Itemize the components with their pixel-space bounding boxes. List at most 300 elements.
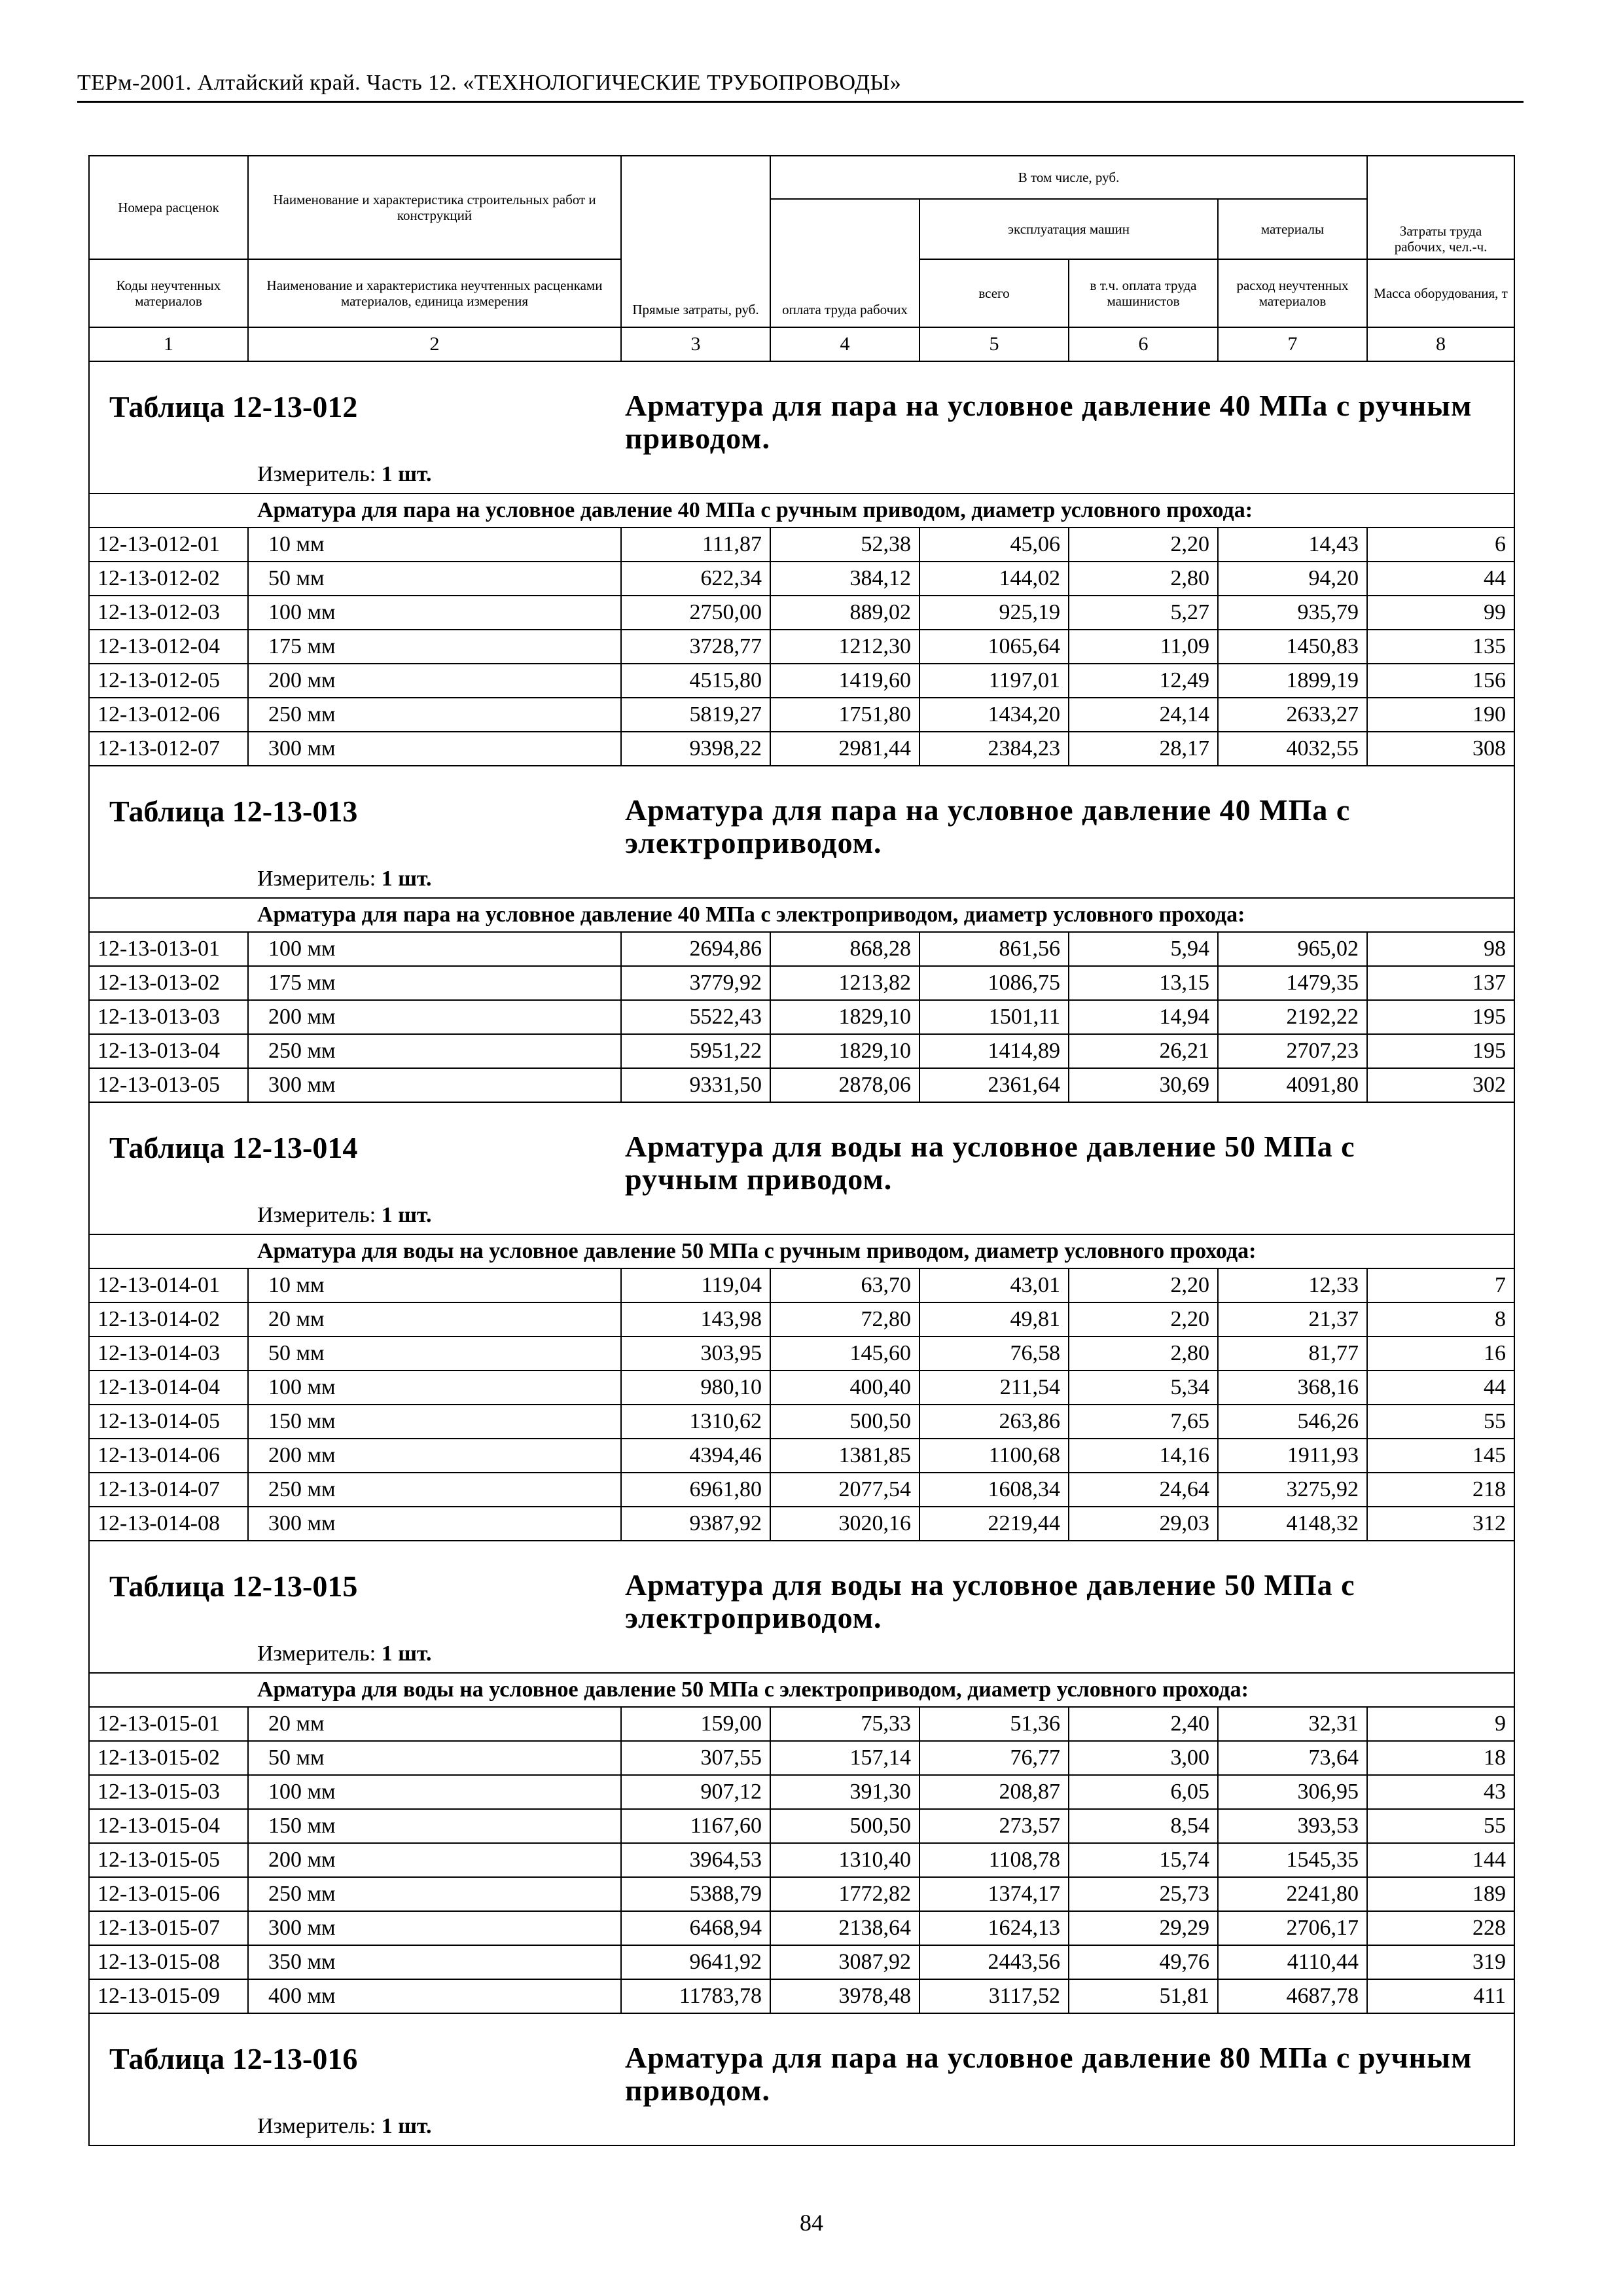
- labor-cost: 1419,60: [770, 664, 919, 698]
- labor-cost: 3087,92: [770, 1945, 919, 1979]
- labor-hours: 8: [1367, 1302, 1514, 1336]
- table-row: [89, 1336, 1514, 1371]
- operator-cost: 24,14: [1069, 698, 1218, 732]
- rate-code: 12-13-014-07: [89, 1473, 248, 1507]
- table-row: [89, 1268, 1514, 1302]
- labor-cost: 72,80: [770, 1302, 919, 1336]
- operator-cost: 6,05: [1069, 1775, 1218, 1809]
- table-row: [89, 1809, 1514, 1843]
- rate-code: 12-13-014-05: [89, 1405, 248, 1439]
- labor-hours: 302: [1367, 1068, 1514, 1102]
- machine-cost: 1414,89: [919, 1034, 1069, 1068]
- rate-code: 12-13-012-02: [89, 562, 248, 596]
- material-cost: 2192,22: [1218, 1000, 1367, 1034]
- header-col1-bottom: Коды неучтенных материалов: [89, 259, 248, 327]
- table-name: Таблица 12-13-016: [109, 2042, 358, 2075]
- table-row: [89, 1707, 1514, 1741]
- column-number: 1: [89, 327, 248, 361]
- machine-cost: 76,77: [919, 1741, 1069, 1775]
- operator-cost: 49,76: [1069, 1945, 1218, 1979]
- rate-code: 12-13-012-06: [89, 698, 248, 732]
- labor-hours: 55: [1367, 1405, 1514, 1439]
- labor-hours: 189: [1367, 1877, 1514, 1911]
- header-machines: эксплуатация машин: [919, 199, 1218, 259]
- item-name: 250 мм: [248, 698, 621, 732]
- table-row: [89, 1068, 1514, 1102]
- item-name: 300 мм: [248, 1068, 621, 1102]
- operator-cost: 30,69: [1069, 1068, 1218, 1102]
- labor-hours: 98: [1367, 932, 1514, 966]
- labor-hours: 144: [1367, 1843, 1514, 1877]
- measure-value: 1 шт.: [381, 1641, 432, 1666]
- header-col2-top: Наименование и характеристика строительных работ и конструкций: [248, 156, 621, 259]
- rate-code: 12-13-015-06: [89, 1877, 248, 1911]
- item-name: 250 мм: [248, 1473, 621, 1507]
- operator-cost: 8,54: [1069, 1809, 1218, 1843]
- material-cost: 4687,78: [1218, 1979, 1367, 2013]
- item-name: 300 мм: [248, 1911, 621, 1945]
- material-cost: 1911,93: [1218, 1439, 1367, 1473]
- labor-hours: 43: [1367, 1775, 1514, 1809]
- labor-cost: 1772,82: [770, 1877, 919, 1911]
- direct-cost: 159,00: [621, 1707, 770, 1741]
- item-name: 10 мм: [248, 528, 621, 562]
- operator-cost: 5,34: [1069, 1371, 1218, 1405]
- column-number: 2: [248, 327, 621, 361]
- material-cost: 4032,55: [1218, 732, 1367, 766]
- labor-cost: 1829,10: [770, 1000, 919, 1034]
- page-header: ТЕРм-2001. Алтайский край. Часть 12. «ТЕХНОЛОГИЧЕСКИЕ ТРУБОПРОВОДЫ»: [77, 71, 1524, 103]
- item-name: 20 мм: [248, 1707, 621, 1741]
- labor-hours: 228: [1367, 1911, 1514, 1945]
- material-cost: 306,95: [1218, 1775, 1367, 1809]
- labor-hours: 18: [1367, 1741, 1514, 1775]
- material-cost: 546,26: [1218, 1405, 1367, 1439]
- rate-code: 12-13-014-06: [89, 1439, 248, 1473]
- table-title-block: [89, 1102, 1514, 1234]
- labor-cost: 2138,64: [770, 1911, 919, 1945]
- labor-cost: 2878,06: [770, 1068, 919, 1102]
- operator-cost: 29,03: [1069, 1507, 1218, 1541]
- material-cost: 12,33: [1218, 1268, 1367, 1302]
- direct-cost: 111,87: [621, 528, 770, 562]
- rate-code: 12-13-014-03: [89, 1336, 248, 1371]
- machine-cost: 1374,17: [919, 1877, 1069, 1911]
- operator-cost: 29,29: [1069, 1911, 1218, 1945]
- column-number: 8: [1367, 327, 1514, 361]
- rate-code: 12-13-015-02: [89, 1741, 248, 1775]
- machine-cost: 49,81: [919, 1302, 1069, 1336]
- header-materials: материалы: [1218, 199, 1367, 259]
- item-name: 50 мм: [248, 1741, 621, 1775]
- measure-value: 1 шт.: [381, 2114, 432, 2138]
- material-cost: 1545,35: [1218, 1843, 1367, 1877]
- operator-cost: 14,16: [1069, 1439, 1218, 1473]
- table-title-block: [89, 361, 1514, 493]
- column-number: 5: [919, 327, 1069, 361]
- direct-cost: 119,04: [621, 1268, 770, 1302]
- header-col7: расход неучтенных материалов: [1218, 259, 1367, 327]
- labor-hours: 6: [1367, 528, 1514, 562]
- item-name: 200 мм: [248, 1000, 621, 1034]
- item-name: 100 мм: [248, 1775, 621, 1809]
- table-description: Арматура для воды на условное давление 50 МПа с электроприводом.: [625, 1568, 1355, 1634]
- operator-cost: 2,20: [1069, 1302, 1218, 1336]
- item-name: 50 мм: [248, 562, 621, 596]
- table-measure: [257, 1203, 432, 1228]
- material-cost: 14,43: [1218, 528, 1367, 562]
- direct-cost: 5819,27: [621, 698, 770, 732]
- table-subheader: Арматура для пара на условное давление 40 МПа с ручным приводом, диаметр условного прохода:: [89, 493, 1514, 528]
- rate-code: 12-13-012-04: [89, 630, 248, 664]
- material-cost: 393,53: [1218, 1809, 1367, 1843]
- header-col8-bottom: Масса оборудования, т: [1367, 259, 1514, 327]
- table-name: Таблица 12-13-012: [109, 390, 358, 423]
- direct-cost: 3964,53: [621, 1843, 770, 1877]
- table-row: [89, 1439, 1514, 1473]
- operator-cost: 3,00: [1069, 1741, 1218, 1775]
- labor-cost: 868,28: [770, 932, 919, 966]
- operator-cost: 7,65: [1069, 1405, 1218, 1439]
- table-row: [89, 1371, 1514, 1405]
- labor-cost: 1381,85: [770, 1439, 919, 1473]
- machine-cost: 1608,34: [919, 1473, 1069, 1507]
- direct-cost: 9641,92: [621, 1945, 770, 1979]
- table-title-block: [89, 766, 1514, 898]
- rate-code: 12-13-015-07: [89, 1911, 248, 1945]
- table-row: [89, 1405, 1514, 1439]
- item-name: 250 мм: [248, 1034, 621, 1068]
- table-row: [89, 732, 1514, 766]
- labor-cost: 1829,10: [770, 1034, 919, 1068]
- direct-cost: 143,98: [621, 1302, 770, 1336]
- operator-cost: 2,80: [1069, 1336, 1218, 1371]
- labor-cost: 2077,54: [770, 1473, 919, 1507]
- item-name: 20 мм: [248, 1302, 621, 1336]
- operator-cost: 11,09: [1069, 630, 1218, 664]
- rate-code: 12-13-012-07: [89, 732, 248, 766]
- table-row: [89, 596, 1514, 630]
- operator-cost: 26,21: [1069, 1034, 1218, 1068]
- machine-cost: 3117,52: [919, 1979, 1069, 2013]
- item-name: 10 мм: [248, 1268, 621, 1302]
- measure-label: Измеритель:: [257, 1203, 376, 1227]
- rate-code: 12-13-015-03: [89, 1775, 248, 1809]
- labor-hours: 135: [1367, 630, 1514, 664]
- operator-cost: 5,27: [1069, 596, 1218, 630]
- direct-cost: 907,12: [621, 1775, 770, 1809]
- table-subheader: Арматура для воды на условное давление 50 МПа с электроприводом, диаметр условного прохода:: [89, 1673, 1514, 1707]
- labor-hours: 7: [1367, 1268, 1514, 1302]
- table-description: Арматура для пара на условное давление 40 МПа с электроприводом.: [625, 793, 1351, 859]
- direct-cost: 307,55: [621, 1741, 770, 1775]
- labor-cost: 889,02: [770, 596, 919, 630]
- item-name: 350 мм: [248, 1945, 621, 1979]
- table-row: [89, 966, 1514, 1000]
- column-number: 6: [1069, 327, 1218, 361]
- labor-cost: 157,14: [770, 1741, 919, 1775]
- measure-label: Измеритель:: [257, 867, 376, 891]
- table-row: [89, 932, 1514, 966]
- direct-cost: 622,34: [621, 562, 770, 596]
- item-name: 100 мм: [248, 1371, 621, 1405]
- table-measure: [257, 867, 432, 891]
- header-col1-top: Номера расценок: [89, 156, 248, 259]
- material-cost: 1479,35: [1218, 966, 1367, 1000]
- labor-hours: 156: [1367, 664, 1514, 698]
- labor-cost: 1751,80: [770, 698, 919, 732]
- machine-cost: 925,19: [919, 596, 1069, 630]
- operator-cost: 2,20: [1069, 528, 1218, 562]
- table-title-block: [89, 2013, 1514, 2145]
- operator-cost: 51,81: [1069, 1979, 1218, 2013]
- rate-code: 12-13-012-01: [89, 528, 248, 562]
- item-name: 200 мм: [248, 664, 621, 698]
- table-row: [89, 1945, 1514, 1979]
- item-name: 150 мм: [248, 1405, 621, 1439]
- material-cost: 2633,27: [1218, 698, 1367, 732]
- table-row: [89, 1843, 1514, 1877]
- labor-hours: 145: [1367, 1439, 1514, 1473]
- labor-cost: 3978,48: [770, 1979, 919, 2013]
- material-cost: 368,16: [1218, 1371, 1367, 1405]
- item-name: 400 мм: [248, 1979, 621, 2013]
- measure-label: Измеритель:: [257, 1641, 376, 1666]
- labor-hours: 44: [1367, 1371, 1514, 1405]
- material-cost: 4148,32: [1218, 1507, 1367, 1541]
- table-measure: [257, 462, 432, 487]
- page-number: 84: [800, 2210, 823, 2236]
- rate-code: 12-13-014-02: [89, 1302, 248, 1336]
- machine-cost: 2384,23: [919, 732, 1069, 766]
- table-name: Таблица 12-13-013: [109, 795, 358, 828]
- direct-cost: 4394,46: [621, 1439, 770, 1473]
- rate-code: 12-13-014-01: [89, 1268, 248, 1302]
- table-row: [89, 1473, 1514, 1507]
- material-cost: 2707,23: [1218, 1034, 1367, 1068]
- labor-hours: 9: [1367, 1707, 1514, 1741]
- direct-cost: 6468,94: [621, 1911, 770, 1945]
- table-row: [89, 1775, 1514, 1809]
- header-incl: В том числе, руб.: [770, 156, 1367, 199]
- machine-cost: 208,87: [919, 1775, 1069, 1809]
- operator-cost: 2,40: [1069, 1707, 1218, 1741]
- labor-hours: 55: [1367, 1809, 1514, 1843]
- table-subheader: Арматура для пара на условное давление 40 МПа с электроприводом, диаметр условного прохода:: [89, 898, 1514, 932]
- table-description: Арматура для пара на условное давление 40 МПа с ручным приводом.: [625, 389, 1472, 455]
- operator-cost: 25,73: [1069, 1877, 1218, 1911]
- rate-code: 12-13-014-08: [89, 1507, 248, 1541]
- material-cost: 4091,80: [1218, 1068, 1367, 1102]
- item-name: 200 мм: [248, 1843, 621, 1877]
- labor-hours: 411: [1367, 1979, 1514, 2013]
- material-cost: 94,20: [1218, 562, 1367, 596]
- direct-cost: 9331,50: [621, 1068, 770, 1102]
- machine-cost: 2219,44: [919, 1507, 1069, 1541]
- header-col6: в т.ч. оплата труда машинистов: [1069, 259, 1218, 327]
- operator-cost: 2,20: [1069, 1268, 1218, 1302]
- labor-hours: 190: [1367, 698, 1514, 732]
- direct-cost: 11783,78: [621, 1979, 770, 2013]
- labor-cost: 2981,44: [770, 732, 919, 766]
- material-cost: 3275,92: [1218, 1473, 1367, 1507]
- operator-cost: 2,80: [1069, 562, 1218, 596]
- direct-cost: 1310,62: [621, 1405, 770, 1439]
- measure-label: Измеритель:: [257, 2114, 376, 2138]
- machine-cost: 2361,64: [919, 1068, 1069, 1102]
- table-row: [89, 664, 1514, 698]
- item-name: 100 мм: [248, 932, 621, 966]
- rate-code: 12-13-015-01: [89, 1707, 248, 1741]
- labor-cost: 500,50: [770, 1809, 919, 1843]
- rate-code: 12-13-012-05: [89, 664, 248, 698]
- rate-code: 12-13-015-04: [89, 1809, 248, 1843]
- material-cost: 32,31: [1218, 1707, 1367, 1741]
- rate-code: 12-13-015-08: [89, 1945, 248, 1979]
- rate-code: 12-13-013-04: [89, 1034, 248, 1068]
- operator-cost: 15,74: [1069, 1843, 1218, 1877]
- material-cost: 935,79: [1218, 596, 1367, 630]
- item-name: 175 мм: [248, 966, 621, 1000]
- direct-cost: 9398,22: [621, 732, 770, 766]
- header-col8-top: Затраты труда рабочих, чел.-ч.: [1367, 156, 1514, 259]
- table-row: [89, 698, 1514, 732]
- measure-value: 1 шт.: [381, 867, 432, 891]
- measure-label: Измеритель:: [257, 462, 376, 486]
- table-row: [89, 1302, 1514, 1336]
- rate-code: 12-13-012-03: [89, 596, 248, 630]
- item-name: 100 мм: [248, 596, 621, 630]
- table-row: [89, 1507, 1514, 1541]
- labor-cost: 1212,30: [770, 630, 919, 664]
- direct-cost: 6961,80: [621, 1473, 770, 1507]
- item-name: 50 мм: [248, 1336, 621, 1371]
- labor-cost: 75,33: [770, 1707, 919, 1741]
- material-cost: 81,77: [1218, 1336, 1367, 1371]
- header-col2-bottom: Наименование и характеристика неучтенных расценками материалов, единица измерения: [248, 259, 621, 327]
- table-row: [89, 562, 1514, 596]
- operator-cost: 13,15: [1069, 966, 1218, 1000]
- machine-cost: 1086,75: [919, 966, 1069, 1000]
- labor-hours: 319: [1367, 1945, 1514, 1979]
- measure-value: 1 шт.: [381, 462, 432, 486]
- material-cost: 21,37: [1218, 1302, 1367, 1336]
- machine-cost: 273,57: [919, 1809, 1069, 1843]
- header-col3: Прямые затраты, руб.: [621, 156, 770, 327]
- operator-cost: 12,49: [1069, 664, 1218, 698]
- item-name: 250 мм: [248, 1877, 621, 1911]
- item-name: 200 мм: [248, 1439, 621, 1473]
- rate-code: 12-13-013-05: [89, 1068, 248, 1102]
- table-row: [89, 1877, 1514, 1911]
- operator-cost: 28,17: [1069, 732, 1218, 766]
- labor-cost: 63,70: [770, 1268, 919, 1302]
- machine-cost: 263,86: [919, 1405, 1069, 1439]
- table-row: [89, 528, 1514, 562]
- labor-hours: 44: [1367, 562, 1514, 596]
- table-measure: [257, 1641, 432, 1666]
- direct-cost: 980,10: [621, 1371, 770, 1405]
- labor-hours: 195: [1367, 1000, 1514, 1034]
- table-row: [89, 1979, 1514, 2013]
- machine-cost: 1108,78: [919, 1843, 1069, 1877]
- table-description: Арматура для пара на условное давление 80 МПа с ручным приводом.: [625, 2041, 1472, 2107]
- item-name: 175 мм: [248, 630, 621, 664]
- machine-cost: 51,36: [919, 1707, 1069, 1741]
- material-cost: 73,64: [1218, 1741, 1367, 1775]
- machine-cost: 76,58: [919, 1336, 1069, 1371]
- column-number: 7: [1218, 327, 1367, 361]
- machine-cost: 1197,01: [919, 664, 1069, 698]
- rate-code: 12-13-013-03: [89, 1000, 248, 1034]
- labor-hours: 312: [1367, 1507, 1514, 1541]
- direct-cost: 4515,80: [621, 664, 770, 698]
- rate-code: 12-13-014-04: [89, 1371, 248, 1405]
- table-row: [89, 1741, 1514, 1775]
- operator-cost: 14,94: [1069, 1000, 1218, 1034]
- material-cost: 1899,19: [1218, 664, 1367, 698]
- material-cost: 1450,83: [1218, 630, 1367, 664]
- item-name: 300 мм: [248, 1507, 621, 1541]
- machine-cost: 1100,68: [919, 1439, 1069, 1473]
- labor-cost: 1310,40: [770, 1843, 919, 1877]
- header-col5: всего: [919, 259, 1069, 327]
- direct-cost: 2750,00: [621, 596, 770, 630]
- table-subheader: Арматура для воды на условное давление 50 МПа с ручным приводом, диаметр условного прохода:: [89, 1234, 1514, 1268]
- rate-code: 12-13-013-02: [89, 966, 248, 1000]
- labor-cost: 391,30: [770, 1775, 919, 1809]
- column-number: 4: [770, 327, 919, 361]
- material-cost: 4110,44: [1218, 1945, 1367, 1979]
- labor-cost: 145,60: [770, 1336, 919, 1371]
- labor-cost: 500,50: [770, 1405, 919, 1439]
- machine-cost: 144,02: [919, 562, 1069, 596]
- labor-cost: 1213,82: [770, 966, 919, 1000]
- direct-cost: 2694,86: [621, 932, 770, 966]
- rate-code: 12-13-015-09: [89, 1979, 248, 2013]
- direct-cost: 1167,60: [621, 1809, 770, 1843]
- labor-cost: 52,38: [770, 528, 919, 562]
- labor-cost: 384,12: [770, 562, 919, 596]
- operator-cost: 5,94: [1069, 932, 1218, 966]
- machine-cost: 1434,20: [919, 698, 1069, 732]
- machine-cost: 1624,13: [919, 1911, 1069, 1945]
- table-description: Арматура для воды на условное давление 50 МПа с ручным приводом.: [625, 1130, 1355, 1196]
- operator-cost: 24,64: [1069, 1473, 1218, 1507]
- machine-cost: 1065,64: [919, 630, 1069, 664]
- labor-cost: 400,40: [770, 1371, 919, 1405]
- item-name: 150 мм: [248, 1809, 621, 1843]
- material-cost: 2241,80: [1218, 1877, 1367, 1911]
- labor-hours: 99: [1367, 596, 1514, 630]
- direct-cost: 5951,22: [621, 1034, 770, 1068]
- rate-code: 12-13-013-01: [89, 932, 248, 966]
- table-measure: [257, 2114, 432, 2139]
- machine-cost: 211,54: [919, 1371, 1069, 1405]
- rate-code: 12-13-015-05: [89, 1843, 248, 1877]
- machine-cost: 861,56: [919, 932, 1069, 966]
- direct-cost: 3779,92: [621, 966, 770, 1000]
- labor-hours: 308: [1367, 732, 1514, 766]
- table-row: [89, 1911, 1514, 1945]
- material-cost: 2706,17: [1218, 1911, 1367, 1945]
- direct-cost: 3728,77: [621, 630, 770, 664]
- table-name: Таблица 12-13-015: [109, 1570, 358, 1603]
- labor-hours: 218: [1367, 1473, 1514, 1507]
- labor-hours: 16: [1367, 1336, 1514, 1371]
- table-name: Таблица 12-13-014: [109, 1131, 358, 1164]
- column-number: 3: [621, 327, 770, 361]
